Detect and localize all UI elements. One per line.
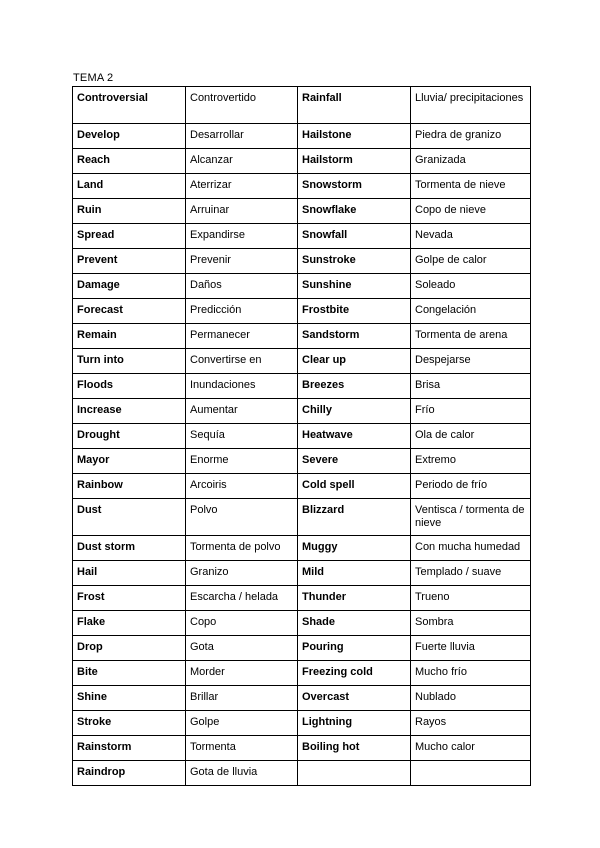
english-term: Boiling hot — [298, 736, 411, 761]
english-term: Heatwave — [298, 424, 411, 449]
table-row — [73, 124, 531, 149]
table-row — [73, 761, 531, 786]
english-term: Reach — [73, 149, 186, 174]
spanish-translation: Convertirse en — [186, 349, 298, 374]
page-title: TEMA 2 — [73, 72, 114, 84]
spanish-translation: Arcoiris — [186, 474, 298, 499]
spanish-translation: Gota — [186, 636, 298, 661]
spanish-translation: Extremo — [411, 449, 531, 474]
table-row — [73, 611, 531, 636]
table-row — [73, 711, 531, 736]
table-row — [73, 274, 531, 299]
table-row — [73, 636, 531, 661]
english-term: Sunshine — [298, 274, 411, 299]
english-term: Frostbite — [298, 299, 411, 324]
table-row — [73, 449, 531, 474]
spanish-translation: Tormenta de arena — [411, 324, 531, 349]
english-term: Muggy — [298, 536, 411, 561]
table-row — [73, 87, 531, 124]
table-row — [73, 661, 531, 686]
table-row — [73, 399, 531, 424]
english-term: Land — [73, 174, 186, 199]
english-term: Dust — [73, 499, 186, 536]
english-term — [298, 761, 411, 786]
english-term: Shade — [298, 611, 411, 636]
spanish-translation: Permanecer — [186, 324, 298, 349]
spanish-translation: Arruinar — [186, 199, 298, 224]
spanish-translation: Granizo — [186, 561, 298, 586]
spanish-translation: Con mucha humedad — [411, 536, 531, 561]
table-row — [73, 224, 531, 249]
spanish-translation: Sequía — [186, 424, 298, 449]
spanish-translation: Golpe — [186, 711, 298, 736]
english-term: Damage — [73, 274, 186, 299]
spanish-translation: Tormenta — [186, 736, 298, 761]
spanish-translation: Trueno — [411, 586, 531, 611]
spanish-translation: Sombra — [411, 611, 531, 636]
english-term: Snowfall — [298, 224, 411, 249]
table-row — [73, 536, 531, 561]
spanish-translation: Inundaciones — [186, 374, 298, 399]
english-term: Pouring — [298, 636, 411, 661]
vocabulary-table — [72, 86, 531, 786]
spanish-translation: Prevenir — [186, 249, 298, 274]
english-term: Rainbow — [73, 474, 186, 499]
english-term: Blizzard — [298, 499, 411, 536]
spanish-translation: Ola de calor — [411, 424, 531, 449]
table-row — [73, 174, 531, 199]
table-row — [73, 499, 531, 536]
english-term: Lightning — [298, 711, 411, 736]
spanish-translation: Gota de lluvia — [186, 761, 298, 786]
spanish-translation: Golpe de calor — [411, 249, 531, 274]
spanish-translation: Tormenta de nieve — [411, 174, 531, 199]
spanish-translation: Aumentar — [186, 399, 298, 424]
english-term: Prevent — [73, 249, 186, 274]
english-term: Hailstorm — [298, 149, 411, 174]
english-term: Raindrop — [73, 761, 186, 786]
english-term: Cold spell — [298, 474, 411, 499]
english-term: Hail — [73, 561, 186, 586]
spanish-translation: Aterrizar — [186, 174, 298, 199]
english-term: Sandstorm — [298, 324, 411, 349]
spanish-translation: Copo de nieve — [411, 199, 531, 224]
spanish-translation: Congelación — [411, 299, 531, 324]
spanish-translation: Ventisca / tormenta de nieve — [411, 499, 531, 536]
table-row — [73, 561, 531, 586]
english-term: Turn into — [73, 349, 186, 374]
english-term: Bite — [73, 661, 186, 686]
spanish-translation: Brisa — [411, 374, 531, 399]
table-row — [73, 736, 531, 761]
spanish-translation: Frío — [411, 399, 531, 424]
spanish-translation: Nublado — [411, 686, 531, 711]
english-term: Spread — [73, 224, 186, 249]
spanish-translation: Expandirse — [186, 224, 298, 249]
english-term: Flake — [73, 611, 186, 636]
spanish-translation: Mucho frío — [411, 661, 531, 686]
english-term: Rainstorm — [73, 736, 186, 761]
table-row — [73, 149, 531, 174]
english-term: Drop — [73, 636, 186, 661]
english-term: Sunstroke — [298, 249, 411, 274]
english-term: Clear up — [298, 349, 411, 374]
table-row — [73, 686, 531, 711]
spanish-translation: Soleado — [411, 274, 531, 299]
english-term: Ruin — [73, 199, 186, 224]
table-row — [73, 424, 531, 449]
english-term: Freezing cold — [298, 661, 411, 686]
table-row — [73, 324, 531, 349]
spanish-translation: Templado / suave — [411, 561, 531, 586]
table-row — [73, 249, 531, 274]
spanish-translation: Tormenta de polvo — [186, 536, 298, 561]
english-term: Dust storm — [73, 536, 186, 561]
english-term: Frost — [73, 586, 186, 611]
spanish-translation: Desarrollar — [186, 124, 298, 149]
spanish-translation: Daños — [186, 274, 298, 299]
english-term: Thunder — [298, 586, 411, 611]
english-term: Drought — [73, 424, 186, 449]
english-term: Forecast — [73, 299, 186, 324]
table-row — [73, 586, 531, 611]
table-row — [73, 299, 531, 324]
spanish-translation: Granizada — [411, 149, 531, 174]
spanish-translation: Lluvia/ precipitaciones — [411, 87, 531, 124]
english-term: Mild — [298, 561, 411, 586]
english-term: Chilly — [298, 399, 411, 424]
spanish-translation: Nevada — [411, 224, 531, 249]
english-term: Snowflake — [298, 199, 411, 224]
spanish-translation: Copo — [186, 611, 298, 636]
english-term: Stroke — [73, 711, 186, 736]
english-term: Snowstorm — [298, 174, 411, 199]
spanish-translation: Controvertido — [186, 87, 298, 124]
spanish-translation: Enorme — [186, 449, 298, 474]
english-term: Rainfall — [298, 87, 411, 124]
spanish-translation: Piedra de granizo — [411, 124, 531, 149]
vocabulary-table-body — [73, 87, 531, 786]
english-term: Remain — [73, 324, 186, 349]
spanish-translation: Polvo — [186, 499, 298, 536]
table-row — [73, 199, 531, 224]
spanish-translation: Alcanzar — [186, 149, 298, 174]
english-term: Overcast — [298, 686, 411, 711]
english-term: Hailstone — [298, 124, 411, 149]
spanish-translation: Morder — [186, 661, 298, 686]
english-term: Develop — [73, 124, 186, 149]
spanish-translation — [411, 761, 531, 786]
english-term: Shine — [73, 686, 186, 711]
english-term: Increase — [73, 399, 186, 424]
spanish-translation: Periodo de frío — [411, 474, 531, 499]
english-term: Floods — [73, 374, 186, 399]
english-term: Breezes — [298, 374, 411, 399]
table-row — [73, 474, 531, 499]
spanish-translation: Despejarse — [411, 349, 531, 374]
spanish-translation: Rayos — [411, 711, 531, 736]
english-term: Severe — [298, 449, 411, 474]
table-row — [73, 374, 531, 399]
spanish-translation: Fuerte lluvia — [411, 636, 531, 661]
english-term: Mayor — [73, 449, 186, 474]
spanish-translation: Mucho calor — [411, 736, 531, 761]
spanish-translation: Brillar — [186, 686, 298, 711]
spanish-translation: Predicción — [186, 299, 298, 324]
english-term: Controversial — [73, 87, 186, 124]
table-row — [73, 349, 531, 374]
spanish-translation: Escarcha / helada — [186, 586, 298, 611]
